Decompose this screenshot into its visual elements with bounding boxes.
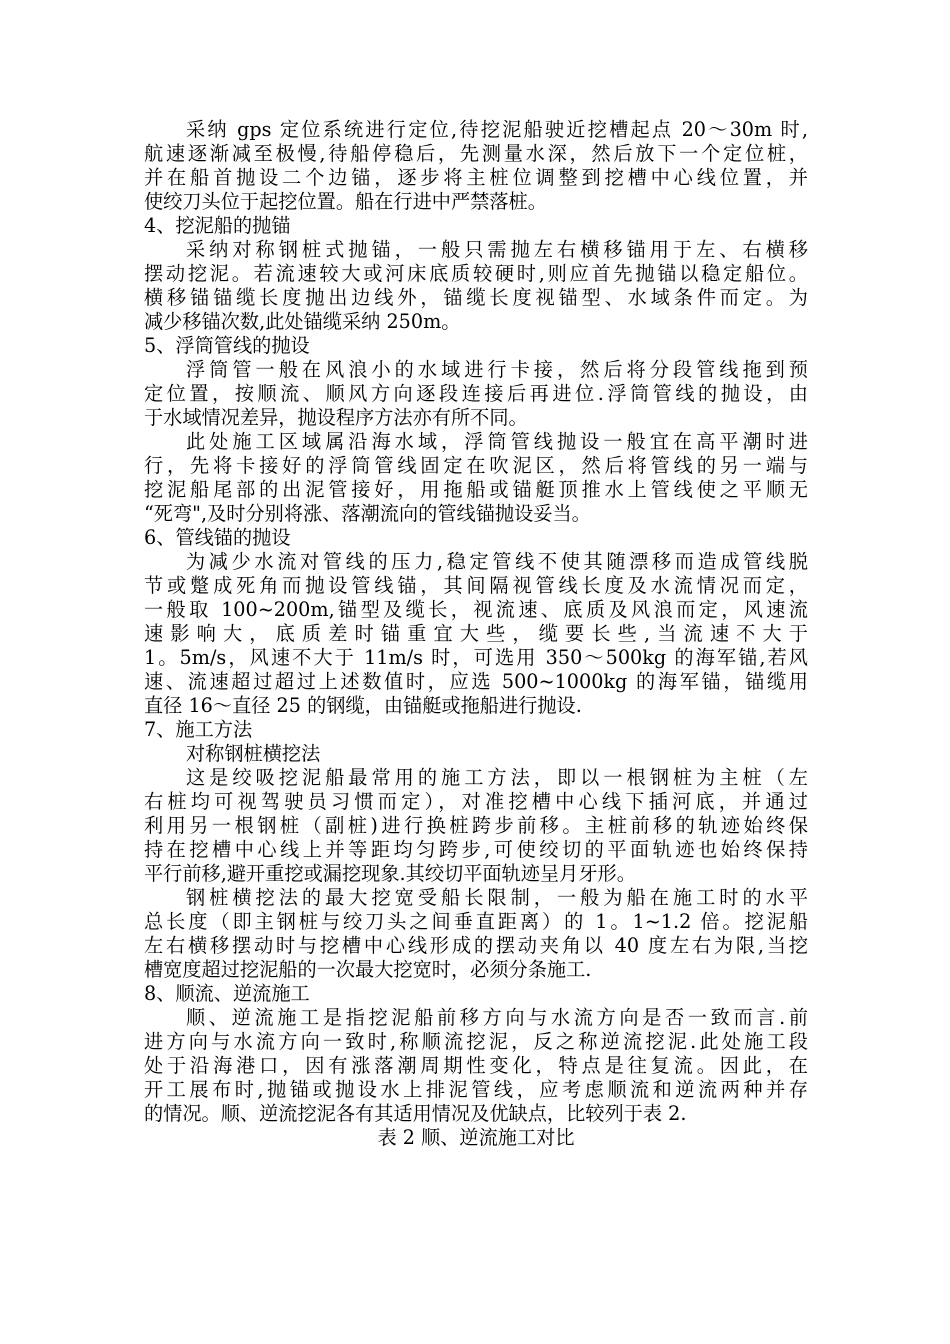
text-line: 浮筒管一般在风浪小的水域进行卡接，然后将分段管线拖到预	[186, 358, 808, 381]
text-line: 钢桩横挖法的最大挖宽受船长限制，一般为船在施工时的水平	[186, 886, 808, 909]
text-line: 摆动挖泥。若流速较大或河床底质较硬时,则应首先抛锚以稳定船位。	[144, 262, 808, 285]
text-line: 挖泥船尾部的出泥管接好，用拖船或锚艇顶推水上管线使之平顺无	[144, 478, 808, 501]
text-line: 于水域情况差异，抛设程序方法亦有所不同。	[144, 406, 528, 429]
document-body	[144, 118, 808, 1150]
text-line: 节或蹩成死角而抛设管线锚，其间隔视管线长度及水流情况而定，	[144, 574, 808, 597]
text-line: 采纳 gps 定位系统进行定位,待挖泥船驶近挖槽起点 20～30m 时,	[186, 118, 808, 141]
text-line: 定位置，按顺流、顺风方向逐段连接后再进位.浮筒管线的抛设，由	[144, 382, 808, 405]
text-line: 总长度（即主钢桩与绞刀头之间垂直距离）的 1。1~1.2 倍。挖泥船	[144, 910, 808, 933]
text-line: 对称钢桩横挖法	[186, 742, 321, 765]
text-line: 直径 16～直径 25 的钢缆，由锚艇或拖船进行抛设.	[144, 694, 582, 717]
text-line: 一般取 100~200m,锚型及缆长，视流速、底质及风浪而定，风速流	[144, 598, 808, 621]
text-line: 左右横移摆动时与挖槽中心线形成的摆动夹角以 40 度左右为限,当挖	[144, 934, 808, 957]
section-heading: 5、浮筒管线的抛设	[144, 334, 310, 357]
text-line: 速、流速超过超过上述数值时，应选 500~1000kg 的海军锚，锚缆用	[144, 670, 808, 693]
text-line: 槽宽度超过挖泥船的一次最大挖宽时，必须分条施工.	[144, 958, 592, 981]
text-line: 采纳对称钢桩式抛锚，一般只需抛左右横移锚用于左、右横移	[186, 238, 808, 261]
section-heading: 6、管线锚的抛设	[144, 526, 291, 549]
text-line: 1。5m/s，风速不大于 11m/s 时，可选用 350～500kg 的海军锚,若风	[144, 646, 808, 669]
section-heading: 8、顺流、逆流施工	[144, 982, 310, 1005]
section-heading: 4、挖泥船的抛锚	[144, 214, 291, 237]
text-line: 此处施工区域属沿海水域，浮筒管线抛设一般宜在高平潮时进	[186, 430, 808, 453]
text-line: 行，先将卡接好的浮筒管线固定在吹泥区，然后将管线的另一端与	[144, 454, 808, 477]
text-line: “死弯",及时分别将涨、落潮流向的管线锚抛设妥当。	[144, 502, 591, 525]
text-line: 开工展布时,抛锚或抛设水上排泥管线，应考虑顺流和逆流两种并存	[144, 1078, 808, 1101]
text-line: 右桩均可视驾驶员习惯而定），对准挖槽中心线下插河底，并通过	[144, 790, 808, 813]
text-line: 航速逐渐减至极慢,待船停稳后，先测量水深，然后放下一个定位桩，	[144, 142, 808, 165]
text-line: 横移锚锚缆长度抛出边线外，锚缆长度视锚型、水域条件而定。为	[144, 286, 808, 309]
text-line: 顺、逆流施工是指挖泥船前移方向与水流方向是否一致而言.前	[186, 1006, 808, 1029]
text-line: 平行前移,避开重挖或漏挖现象.其绞切平面轨迹呈月牙形。	[144, 862, 636, 885]
section-heading: 7、施工方法	[144, 718, 253, 741]
text-line: 为减少水流对管线的压力,稳定管线不使其随漂移而造成管线脱	[186, 550, 808, 573]
text-line: 使绞刀头位于起挖位置。船在行进中严禁落桩。	[144, 190, 547, 213]
table-caption: 表 2 顺、逆流施工对比	[377, 1126, 575, 1149]
text-line: 利用另一根钢桩（副桩)进行换桩跨步前移。主桩前移的轨迹始终保	[144, 814, 808, 837]
text-line: 持在挖槽中心线上并等距均匀跨步,可使绞切的平面轨迹也始终保持	[144, 838, 808, 861]
text-line: 处于沿海港口，因有涨落潮周期性变化，特点是往复流。因此，在	[144, 1054, 808, 1077]
text-line: 进方向与水流方向一致时,称顺流挖泥，反之称逆流挖泥.此处施工段	[144, 1030, 808, 1053]
text-line: 减少移锚次数,此处锚缆采纳 250m。	[144, 310, 461, 333]
text-line: 速影响大，底质差时锚重宜大些，缆要长些,当流速不大于	[144, 622, 808, 645]
text-line: 这是绞吸挖泥船最常用的施工方法，即以一根钢桩为主桩（左	[186, 766, 808, 789]
text-line: 的情况。顺、逆流挖泥各有其适用情况及优缺点，比较列于表 2.	[144, 1102, 687, 1125]
text-line: 并在船首抛设二个边锚，逐步将主桩位调整到挖槽中心线位置，并	[144, 166, 808, 189]
